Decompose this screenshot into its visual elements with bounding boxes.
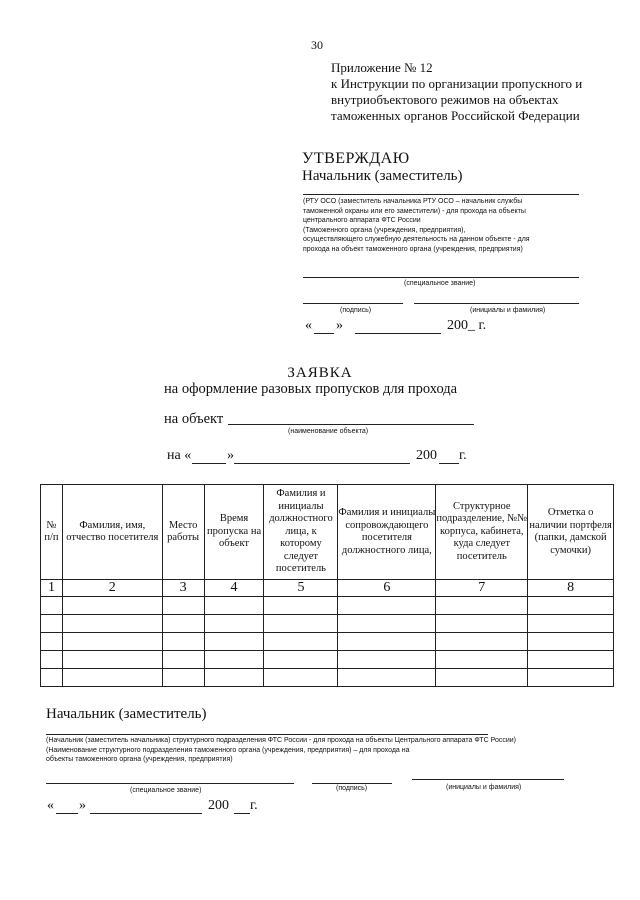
table-cell (264, 633, 338, 651)
table-row (41, 669, 614, 687)
table-number-row (41, 580, 614, 597)
table-cell (62, 669, 162, 687)
table-cell (204, 651, 264, 669)
column-number-cell: 1 (41, 580, 63, 597)
approval-note-line: (РТУ ОСО (заместитель начальника РТУ ОСО – начальник службы (303, 198, 523, 205)
table-cell (264, 615, 338, 633)
approval-note-line: таможенной охраны или его заместители) - для прохода на объекты (303, 207, 526, 215)
header-cell-workplace: Место работы (162, 485, 204, 580)
request-date-close: » (227, 448, 234, 463)
table-cell (528, 633, 614, 651)
request-year-suffix: г. (459, 448, 467, 463)
approval-note-line: (Таможенного органа (учреждения, предприятия), (303, 226, 466, 234)
object-name-line (228, 424, 474, 425)
table-cell (204, 633, 264, 651)
approval-note-line: осуществляющего служебную деятельность на данном объекте - для (303, 236, 530, 243)
table-cell (162, 633, 204, 651)
footer-chief-title: Начальник (заместитель) (46, 706, 207, 722)
footer-position-line (46, 734, 488, 735)
table-cell (264, 669, 338, 687)
approval-date-open: « (305, 318, 312, 333)
table-row (41, 651, 614, 669)
table-cell (162, 669, 204, 687)
footer-note-line: (Начальник (заместитель начальника) структурного подразделения ФТС России - для прохода на объекты Центрального аппарата ФТС России) (46, 737, 516, 744)
request-day-line (192, 463, 226, 464)
table-cell (41, 669, 63, 687)
table-cell (204, 615, 264, 633)
table-row (41, 615, 614, 633)
column-number-cell: 4 (204, 580, 264, 597)
header-cell-time: Время пропуска на объект (204, 485, 264, 580)
approval-date-close: » (336, 318, 343, 333)
approval-rank-line (303, 277, 579, 278)
appendix-line: Приложение № 12 (331, 60, 433, 75)
approval-note-line: прохода на объект таможенного органа (учреждения, предприятия) (303, 245, 523, 253)
table-cell (338, 651, 436, 669)
table-row (41, 597, 614, 615)
request-subtitle: на оформление разовых пропусков для прохода (164, 381, 458, 397)
column-number-cell: 6 (338, 580, 436, 597)
column-number-cell: 3 (162, 580, 204, 597)
column-number-cell: 7 (436, 580, 528, 597)
table-cell (62, 633, 162, 651)
table-cell (436, 651, 528, 669)
appendix-line: к Инструкции по организации пропускного и (331, 76, 583, 91)
table-cell (162, 651, 204, 669)
header-cell-briefcase: Отметка о наличии портфеля (папки, дамской сумочки) (528, 485, 614, 580)
footer-name-line (412, 779, 564, 780)
approval-position-line (303, 194, 579, 195)
footer-name-caption: (инициалы и фамилия) (446, 784, 522, 791)
table-cell (338, 597, 436, 615)
table-cell (436, 669, 528, 687)
approval-month-line (355, 333, 441, 334)
table-row (41, 633, 614, 651)
table-cell (528, 669, 614, 687)
request-title: ЗАЯВКА (287, 365, 353, 381)
approval-name-line (414, 303, 579, 304)
table-cell (41, 651, 63, 669)
approval-name-caption: (инициалы и фамилия) (470, 307, 546, 314)
approval-title: УТВЕРЖДАЮ (302, 150, 410, 167)
header-cell-number: № п/п (41, 485, 63, 580)
footer-day-line (56, 813, 78, 814)
visitors-table (40, 484, 614, 687)
header-cell-visitor-name: Фамилия, имя, отчество посетителя (62, 485, 162, 580)
table-cell (338, 669, 436, 687)
table-cell (162, 615, 204, 633)
table-cell (62, 651, 162, 669)
footer-signature-line (312, 783, 392, 784)
approval-note (303, 197, 579, 254)
table-cell (204, 669, 264, 687)
footer-date-close: » (79, 798, 86, 813)
table-cell (264, 597, 338, 615)
approval-note-line: центрального аппарата ФТС России (303, 217, 421, 224)
request-year-line (439, 463, 459, 464)
object-label: на объект (164, 411, 224, 427)
table-cell (264, 651, 338, 669)
footer-rank-line (46, 783, 294, 784)
page-number: 30 (311, 38, 323, 52)
footer-year-line (234, 813, 250, 814)
appendix-line: таможенных органов Российской Федерации (331, 108, 580, 123)
table-cell (436, 633, 528, 651)
footer-rank-caption: (специальное звание) (130, 787, 202, 794)
table-cell (528, 597, 614, 615)
table-cell (41, 597, 63, 615)
footer-note-line: (Наименование структурного подразделения таможенного органа (учреждения, предприятия) – для прохода на (46, 746, 410, 754)
column-number-cell: 8 (528, 580, 614, 597)
header-cell-department: Структурное подразделение, №№ корпуса, кабинета, куда следует посетитель (436, 485, 528, 580)
approval-subtitle: Начальник (заместитель) (302, 168, 463, 184)
table-cell (528, 615, 614, 633)
column-number-cell: 5 (264, 580, 338, 597)
table-header-row (41, 485, 614, 580)
approval-signature-caption: (подпись) (340, 307, 372, 314)
request-year-prefix: 200 (416, 448, 437, 463)
footer-month-line (90, 813, 202, 814)
table-cell (436, 615, 528, 633)
table-cell (528, 651, 614, 669)
footer-date-year: 200 (208, 798, 229, 813)
footer-date-open: « (47, 798, 54, 813)
approval-day-line (314, 333, 334, 334)
appendix-line: внутриобъектового режимов на объектах (331, 92, 559, 107)
table-cell (338, 615, 436, 633)
header-cell-escort: Фамилия и инициалы сопровождающего посетителя должностного лица, (338, 485, 436, 580)
table-cell (338, 633, 436, 651)
object-caption: (наименование объекта) (288, 428, 369, 435)
appendix-header (331, 60, 582, 124)
approval-signature-line (303, 303, 403, 304)
request-date-open: на « (167, 448, 192, 463)
column-number-cell: 2 (62, 580, 162, 597)
approval-rank-caption: (специальное звание) (404, 280, 476, 287)
footer-note-line: объекты таможенного органа (учреждения, предприятия) (46, 756, 233, 763)
footer-note (46, 736, 586, 765)
table-cell (41, 615, 63, 633)
footer-signature-caption: (подпись) (336, 785, 368, 792)
approval-date-year: 200_ г. (447, 318, 487, 333)
table-cell (436, 597, 528, 615)
footer-date-suffix: г. (250, 798, 258, 813)
request-month-line (234, 463, 410, 464)
table-cell (62, 597, 162, 615)
table-cell (41, 633, 63, 651)
table-cell (162, 597, 204, 615)
header-cell-host-official: Фамилия и инициалы должностного лица, к которому следует посетитель (264, 485, 338, 580)
table-cell (204, 597, 264, 615)
table-cell (62, 615, 162, 633)
